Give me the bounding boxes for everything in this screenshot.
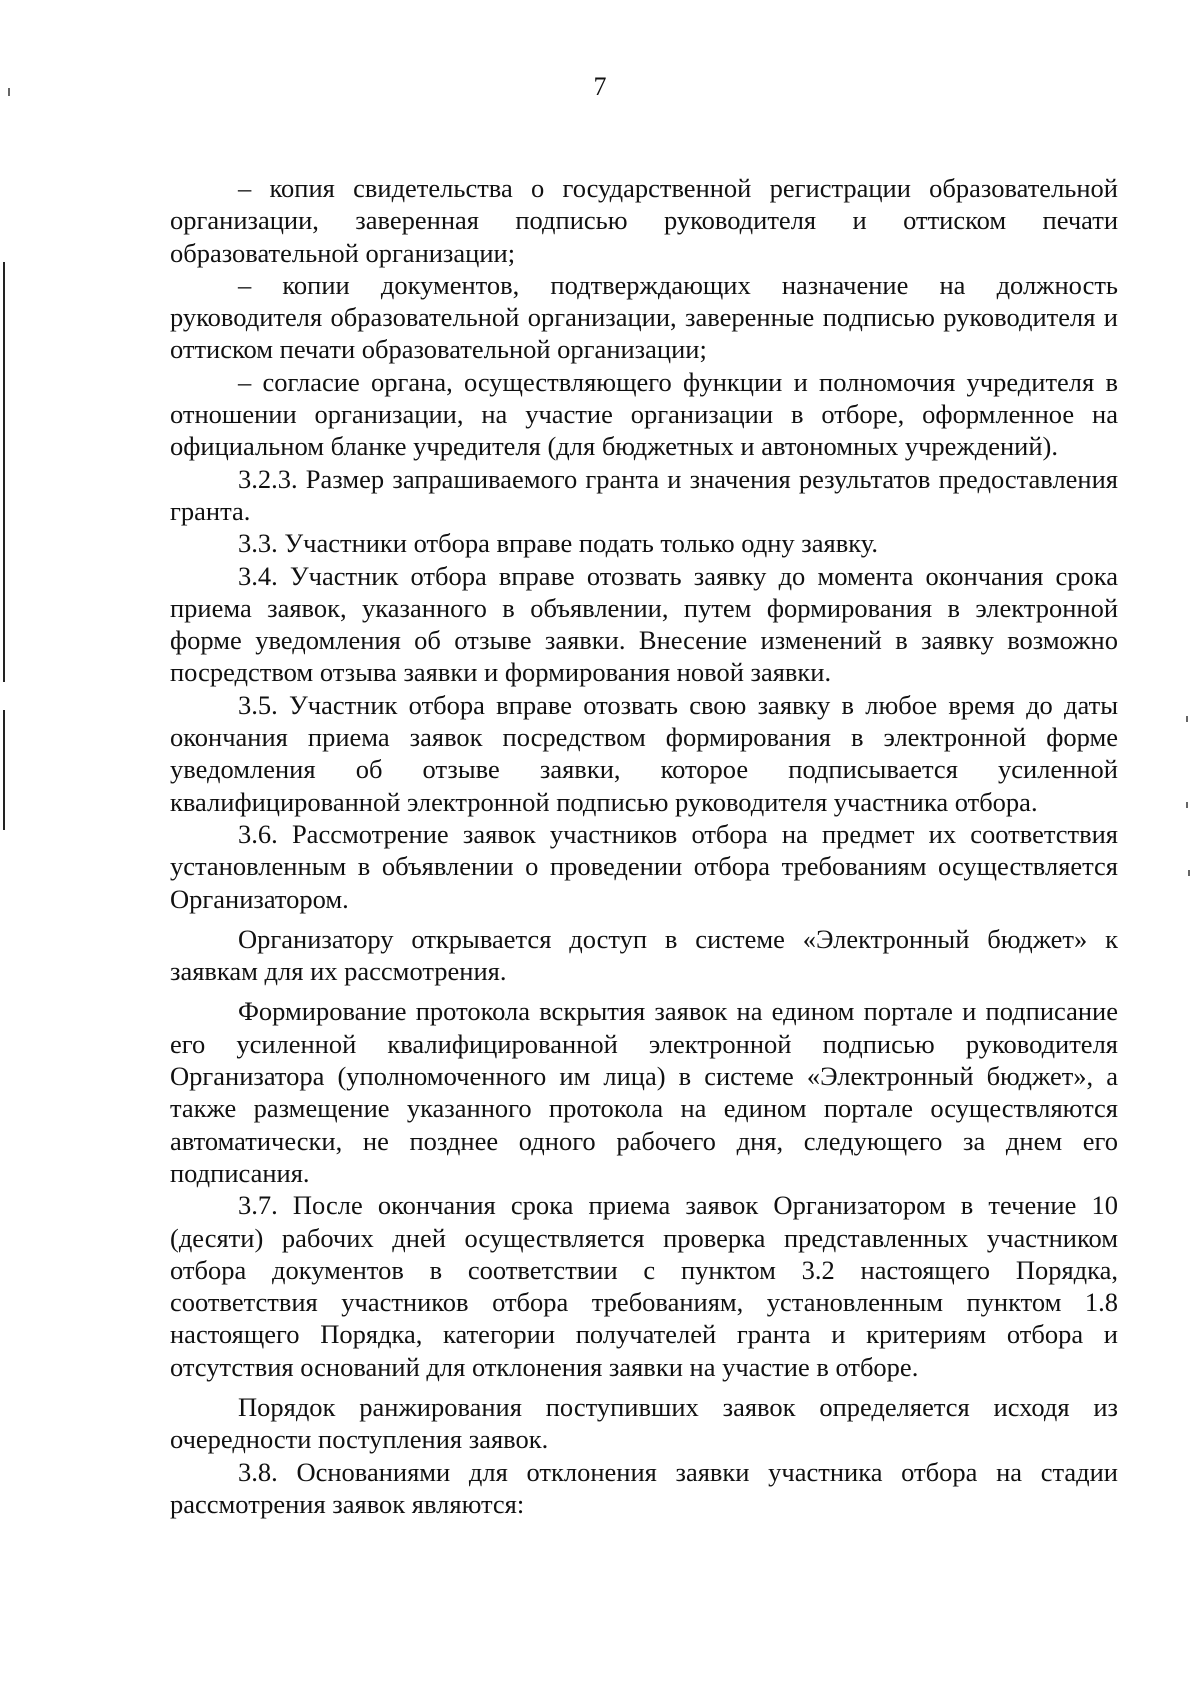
paragraph: – копия свидетельства о государственной регистрации образовательной организации, заверенная подписью руководителя и оттиском печати образовательной организации; [170, 173, 1118, 268]
scan-edge-mark [3, 262, 5, 682]
paragraph: 3.5. Участник отбора вправе отозвать свою заявку в любое время до даты окончания приема заявок посредством формирования в электронной форме уведомления об отзыве заявки, которое подписывается усиленной квалифицированной электронной подписью руководителя участника отбора. [170, 689, 1118, 817]
paragraph: – согласие органа, осуществляющего функции и полномочия учредителя в отношении организации, на участие организации в отборе, оформленное на официальном бланке учредителя (для бюджетных и автономных учреждений). [170, 366, 1118, 462]
scan-edge-mark [3, 710, 5, 830]
scan-dot [1186, 716, 1188, 722]
scan-dot [1186, 802, 1188, 808]
paragraph: 3.8. Основаниями для отклонения заявки участника отбора на стадии рассмотрения заявок являются: [170, 1456, 1118, 1519]
paragraph: 3.7. После окончания срока приема заявок Организатором в течение 10 (десяти) рабочих дней осуществляется проверка представленных участником отбора документов в соответствии с пунктом 3.2 настоящего Порядка, соответствия участников отбора требованиям, установленным пунктом 1.8 настоящего Порядка, категории получателей гранта и критериям отбора и отсутствия оснований для отклонения заявки на участие в отборе. [170, 1190, 1118, 1382]
paragraph: 3.4. Участник отбора вправе отозвать заявку до момента окончания срока приема заявок, указанного в объявлении, путем формирования в электронной форме уведомления об отзыве заявки. Внесение изменений в заявку возможно посредством отзыва заявки и формирования новой заявки. [170, 560, 1118, 688]
scan-dot [1188, 870, 1190, 876]
paragraph: 3.2.3. Размер запрашиваемого гранта и значения результатов предоставления гранта. [170, 463, 1118, 526]
body-text [170, 172, 1118, 1520]
paragraph: Порядок ранжирования поступивших заявок определяется исходя из очередности поступления заявок. [170, 1391, 1118, 1455]
page-number: 7 [593, 72, 607, 101]
paragraph: 3.3. Участники отбора вправе подать только одну заявку. [238, 528, 878, 559]
paragraph: Организатору открывается доступ в системе «Электронный бюджет» к заявкам для их рассмотрения. [170, 923, 1118, 987]
paragraph: 3.6. Рассмотрение заявок участников отбора на предмет их соответствия установленным в объявлении о проведении отбора требованиям осуществляется Организатором. [170, 818, 1118, 914]
paragraph: – копии документов, подтверждающих назначение на должность руководителя образовательной организации, заверенные подписью руководителя и оттиском печати образовательной организации; [170, 269, 1118, 365]
paragraph: Формирование протокола вскрытия заявок на едином портале и подписание его усиленной квалифицированной электронной подписью руководителя Организатора (уполномоченного им лица) в системе «Электронный бюджет», а также размещение указанного протокола на едином портале осуществляются автоматически, не позднее одного рабочего дня, следующего за днем его подписания. [170, 996, 1118, 1188]
